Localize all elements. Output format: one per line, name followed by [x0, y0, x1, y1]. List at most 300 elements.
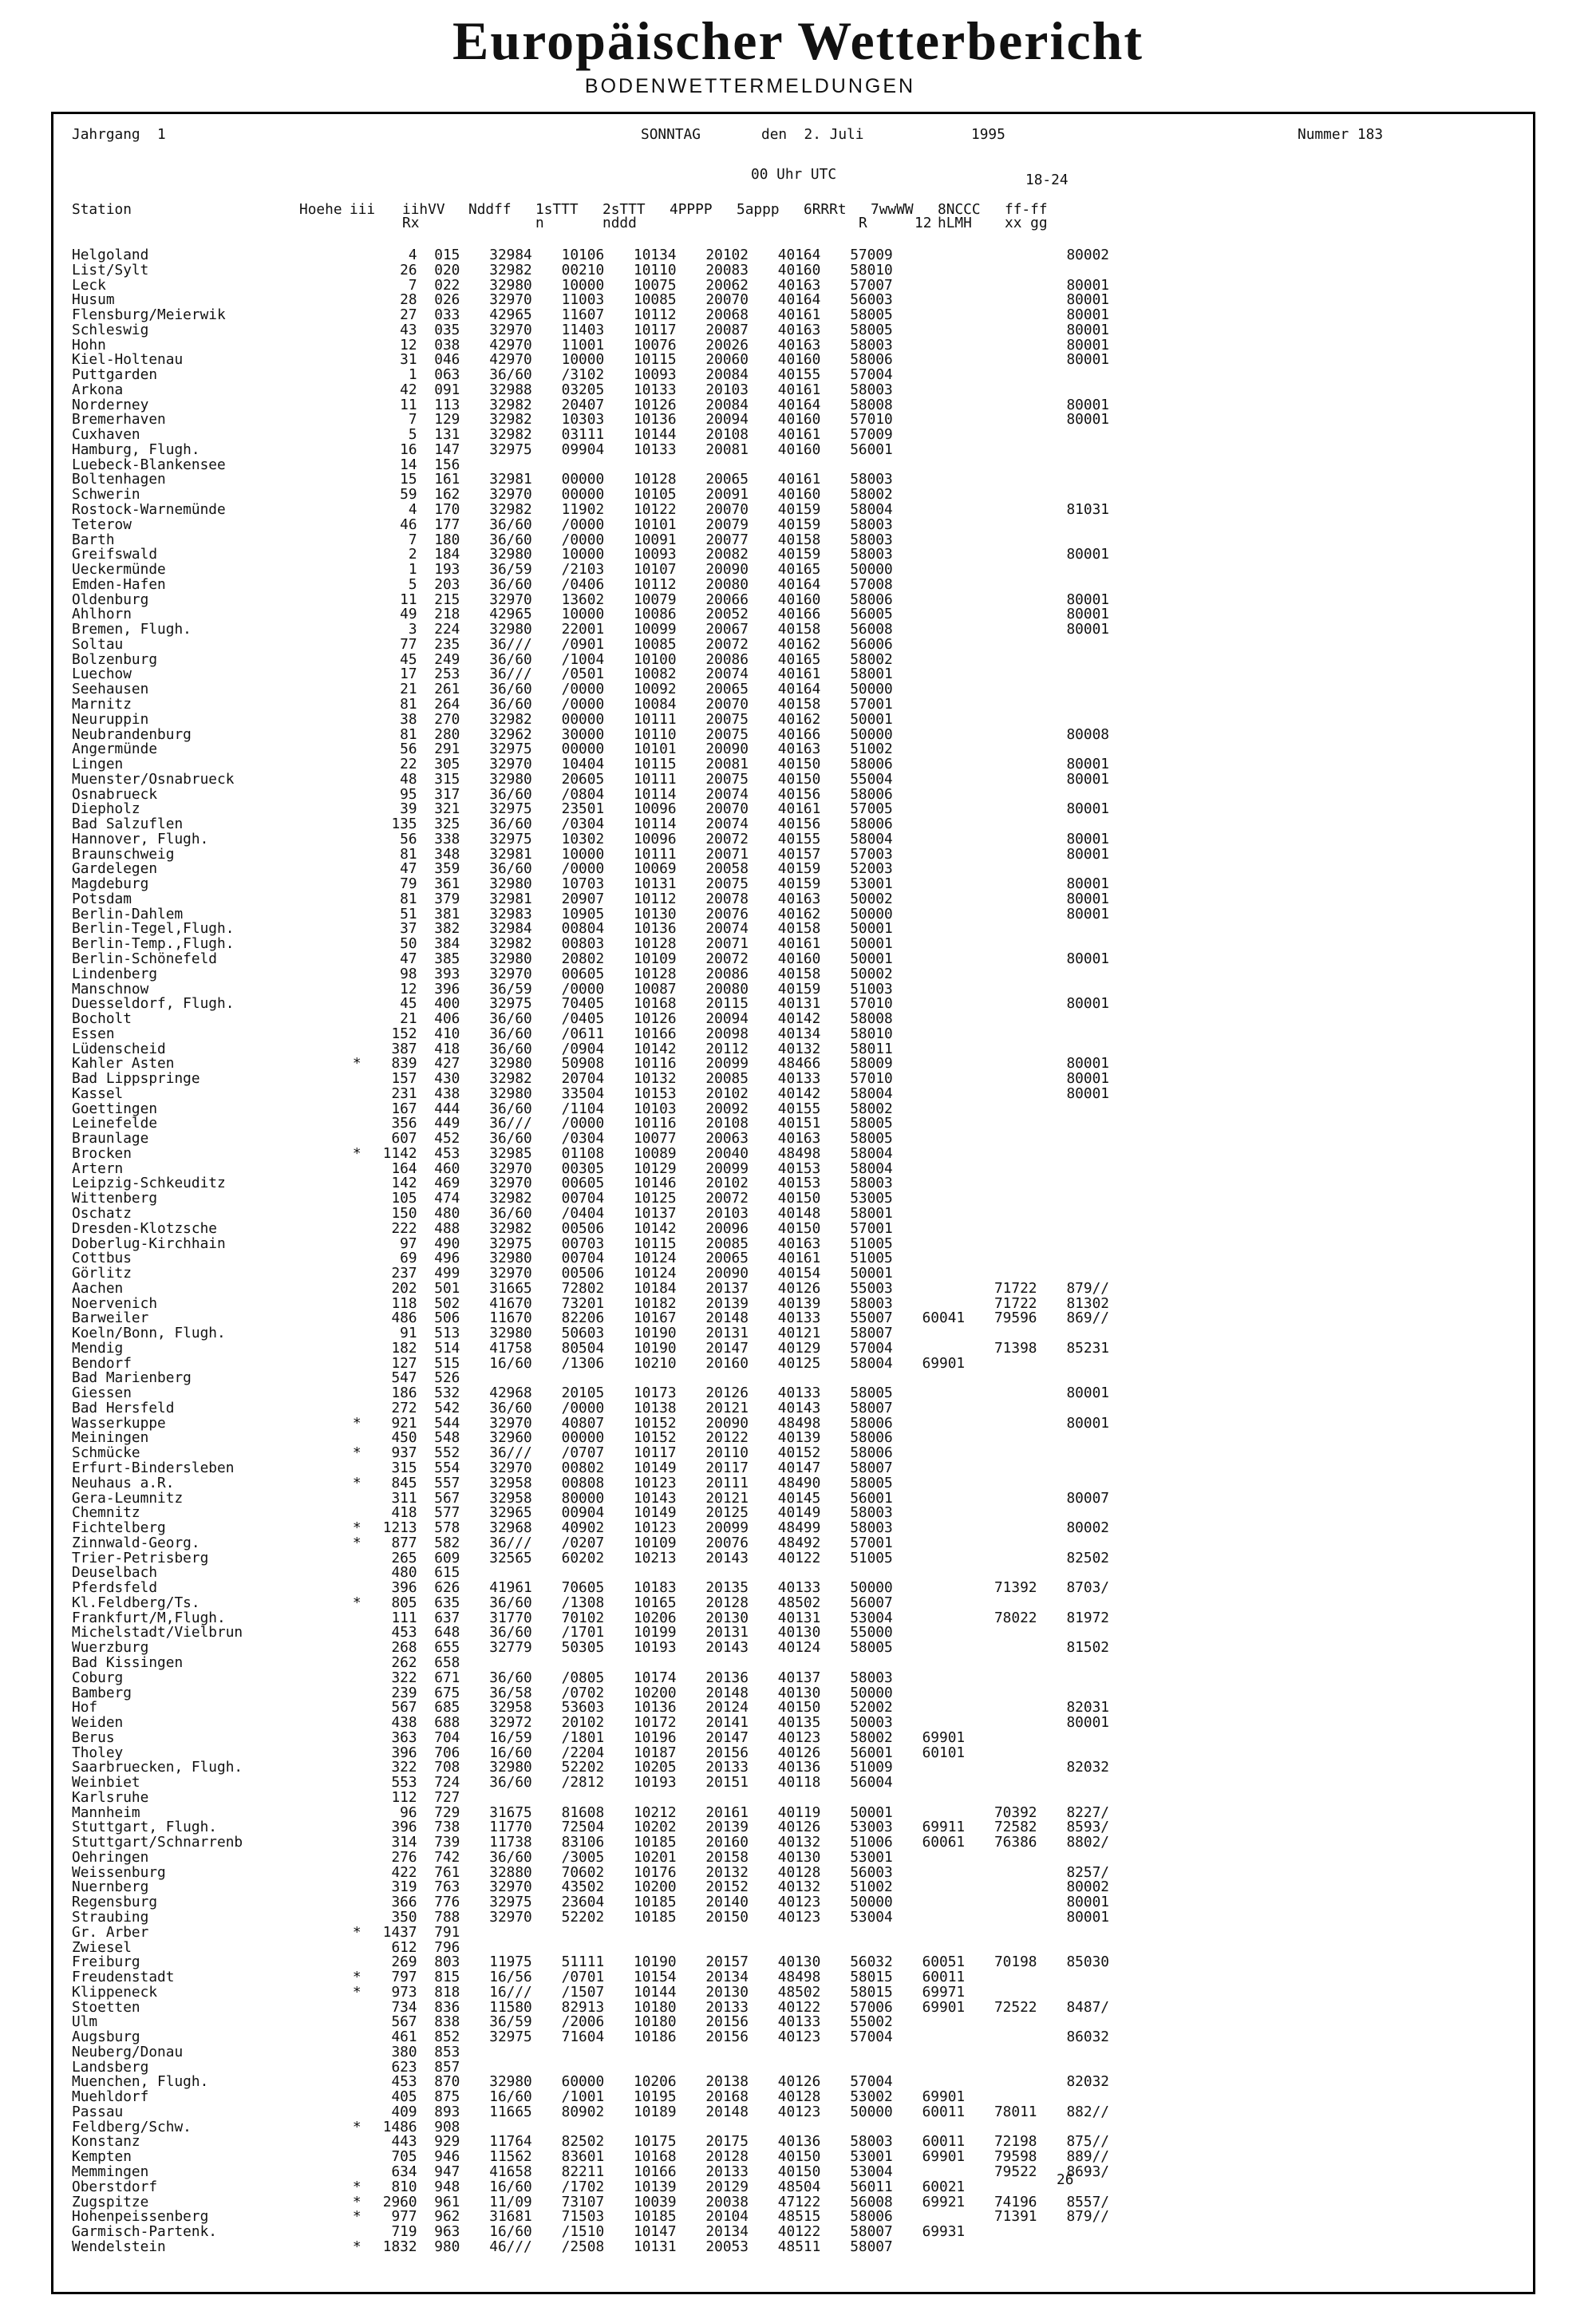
- station-name: Weiden: [72, 1714, 124, 1732]
- iii: 469: [434, 1175, 460, 1192]
- group-4pppp: 40133: [777, 1070, 821, 1088]
- group-4pppp: 40162: [777, 905, 821, 922]
- iii: 761: [434, 1863, 460, 1881]
- col-1sttt: 1sTTT: [535, 201, 579, 218]
- group-2sttt: 20134: [705, 1969, 749, 1986]
- iii: 460: [434, 1159, 460, 1177]
- group-nddff: 20102: [561, 1714, 605, 1732]
- table-row: [72, 1461, 1109, 1476]
- hoehe: 98: [400, 965, 417, 982]
- iii: 396: [434, 980, 460, 997]
- iii: 655: [434, 1639, 460, 1657]
- table-row: [72, 757, 1109, 772]
- group-8nccc: 8593/: [1066, 1819, 1109, 1836]
- group-2sttt: 20072: [705, 830, 749, 847]
- group-nddff: 10905: [561, 905, 605, 922]
- group-8nccc: 81502: [1066, 1639, 1109, 1657]
- group-iihvv: 36/60: [489, 860, 532, 878]
- iii: 635: [434, 1594, 460, 1611]
- mountain-marker: [340, 892, 374, 907]
- group-7wwww: 72522: [994, 1998, 1037, 2016]
- hoehe: 16: [400, 440, 417, 458]
- group-2sttt: 20156: [705, 2029, 749, 2046]
- hoehe: 112: [391, 1788, 417, 1806]
- group-6rrrt: [893, 1626, 965, 1641]
- group-6rrrt: [893, 2060, 965, 2076]
- group-4pppp: 40132: [777, 1834, 821, 1851]
- group-6rrrt: [893, 308, 965, 323]
- group-4pppp: 40123: [777, 2103, 821, 2120]
- hoehe: 1832: [382, 2238, 417, 2255]
- group-6rrrt: [893, 1072, 965, 1087]
- table-row: [72, 2240, 1109, 2255]
- table-row: [72, 1910, 1109, 1926]
- group-5appp: 58003: [850, 2133, 893, 2151]
- iii: 348: [434, 845, 460, 863]
- group-8nccc: [1037, 458, 1110, 473]
- group-nddff: 11403: [561, 321, 605, 338]
- group-1sttt: 10092: [634, 681, 677, 698]
- group-8nccc: 80001: [1066, 1070, 1109, 1088]
- group-2sttt: 20080: [705, 575, 749, 593]
- iii: 184: [434, 546, 460, 563]
- iii: 963: [434, 2223, 460, 2241]
- group-nddff: /2508: [561, 2238, 605, 2255]
- group-2sttt: [677, 2045, 749, 2060]
- group-7wwww: [965, 877, 1037, 892]
- group-1sttt: 10195: [634, 2088, 677, 2106]
- group-iihvv: 36/60: [489, 575, 532, 593]
- station-name: Neuhaus a.R.: [72, 1474, 175, 1491]
- group-7wwww: [965, 2180, 1037, 2195]
- group-2sttt: 20122: [705, 1429, 749, 1447]
- station-name: Osnabrueck: [72, 785, 158, 803]
- group-5appp: 50001: [850, 920, 893, 938]
- group-2sttt: 20103: [705, 381, 749, 398]
- group-nddff: 10703: [561, 875, 605, 893]
- group-4pppp: 40133: [777, 1385, 821, 1402]
- group-2sttt: 20124: [705, 1699, 749, 1716]
- group-1sttt: 10039: [634, 2193, 677, 2210]
- group-nddff: /0000: [561, 516, 605, 533]
- group-6rrrt: [893, 323, 965, 338]
- hoehe: 268: [391, 1639, 417, 1657]
- group-1sttt: 10116: [634, 1115, 677, 1132]
- group-iihvv: 32970: [489, 591, 532, 608]
- station-name: Potsdam: [72, 890, 132, 907]
- group-5appp: 58001: [850, 1205, 893, 1222]
- mountain-marker: [340, 1895, 374, 1910]
- group-4pppp: 40158: [777, 920, 821, 938]
- group-4pppp: 40125: [777, 1354, 821, 1372]
- station-name: Gr. Arber: [72, 1923, 149, 1941]
- group-8nccc: [1037, 1132, 1110, 1147]
- group-5appp: 53002: [850, 2088, 893, 2106]
- hoehe: 12: [400, 336, 417, 354]
- group-4pppp: 40162: [777, 710, 821, 728]
- col-iii: iii: [350, 201, 376, 218]
- group-iihvv: 36/60: [489, 1025, 532, 1042]
- group-4pppp: 40126: [777, 1819, 821, 1836]
- group-1sttt: 10123: [634, 1519, 677, 1537]
- group-1sttt: 10187: [634, 1744, 677, 1761]
- group-4pppp: 40161: [777, 800, 821, 818]
- station-name: Bamberg: [72, 1684, 132, 1701]
- group-4pppp: 40154: [777, 1265, 821, 1282]
- group-1sttt: 10101: [634, 516, 677, 533]
- group-4pppp: 40163: [777, 1130, 821, 1148]
- group-iihvv: [460, 1656, 531, 1671]
- group-6rrrt: [893, 1282, 965, 1297]
- group-8nccc: [1037, 563, 1110, 578]
- group-6rrrt: [893, 1536, 965, 1551]
- group-8nccc: 80001: [1066, 756, 1109, 773]
- group-2sttt: 20148: [705, 1310, 749, 1327]
- hoehe: 239: [391, 1684, 417, 1701]
- iii: 480: [434, 1205, 460, 1222]
- group-5appp: 50002: [850, 965, 893, 982]
- hoehe: 396: [391, 1819, 417, 1836]
- group-7wwww: [965, 1851, 1037, 1866]
- iii: 147: [434, 440, 460, 458]
- group-7wwww: 71722: [994, 1294, 1037, 1312]
- group-6rrrt: [893, 742, 965, 757]
- group-2sttt: 20139: [705, 1819, 749, 1836]
- station-name: Schwerin: [72, 486, 140, 504]
- group-nddff: 11003: [561, 291, 605, 309]
- group-4pppp: 40159: [777, 980, 821, 997]
- group-nddff: /0405: [561, 1010, 605, 1028]
- group-6rrrt: [893, 458, 965, 473]
- group-8nccc: 80001: [1066, 995, 1109, 1013]
- group-4pppp: 40164: [777, 396, 821, 413]
- station-name: Neubrandenburg: [72, 725, 192, 743]
- group-5appp: 50001: [850, 710, 893, 728]
- station-name: Duesseldorf, Flugh.: [72, 995, 235, 1013]
- group-8nccc: [1037, 1222, 1110, 1237]
- group-nddff: 00704: [561, 1250, 605, 1267]
- group-nddff: 23604: [561, 1894, 605, 1911]
- group-4pppp: 40133: [777, 1579, 821, 1597]
- group-2sttt: 20110: [705, 1444, 749, 1462]
- group-iihvv: 36/60: [489, 785, 532, 803]
- station-name: Garmisch-Partenk.: [72, 2223, 217, 2241]
- station-name: Regensburg: [72, 1894, 158, 1911]
- weekday: SONNTAG: [641, 126, 701, 143]
- hoehe: 105: [391, 1190, 417, 1207]
- station-name: Arkona: [72, 381, 124, 398]
- hoehe: 805: [391, 1594, 417, 1611]
- group-nddff: /2204: [561, 1744, 605, 1761]
- group-8nccc: [1037, 368, 1110, 383]
- mountain-marker: [340, 713, 374, 728]
- iii: 796: [434, 1938, 460, 1956]
- group-8nccc: 80001: [1066, 875, 1109, 893]
- table-row: [72, 2105, 1109, 2120]
- station-name: Oldenburg: [72, 591, 149, 608]
- group-iihvv: 36/60: [489, 1624, 532, 1641]
- group-6rrrt: [893, 1791, 965, 1806]
- station-name: Chemnitz: [72, 1504, 140, 1522]
- group-nddff: 52202: [561, 1908, 605, 1926]
- group-6rrrt: [893, 817, 965, 832]
- group-4pppp: 40142: [777, 1010, 821, 1028]
- mountain-marker: [340, 279, 374, 294]
- group-2sttt: 20065: [705, 471, 749, 488]
- hoehe: 50: [400, 935, 417, 953]
- table-row: [72, 1357, 1109, 1372]
- hoehe: 366: [391, 1894, 417, 1911]
- group-7wwww: [965, 293, 1037, 308]
- iii: 438: [434, 1084, 460, 1102]
- group-4pppp: 40143: [777, 1399, 821, 1416]
- iii: 091: [434, 381, 460, 398]
- group-7wwww: [965, 2045, 1037, 2060]
- group-5appp: 50000: [850, 1894, 893, 1911]
- group-2sttt: 20104: [705, 2208, 749, 2226]
- iii: 393: [434, 965, 460, 982]
- station-name: Cottbus: [72, 1250, 132, 1267]
- group-nddff: /1702: [561, 2178, 605, 2195]
- group-nddff: /0901: [561, 635, 605, 653]
- group-1sttt: 10124: [634, 1250, 677, 1267]
- group-2sttt: 20136: [705, 1669, 749, 1686]
- group-nddff: /2006: [561, 2013, 605, 2031]
- group-7wwww: [965, 1431, 1037, 1446]
- group-5appp: 51003: [850, 980, 893, 997]
- group-iihvv: 32779: [489, 1639, 532, 1657]
- group-nddff: /0000: [561, 681, 605, 698]
- group-2sttt: 20084: [705, 366, 749, 384]
- group-7wwww: [965, 308, 1037, 323]
- group-4pppp: 40126: [777, 1744, 821, 1761]
- group-iihvv: 16/60: [489, 2178, 532, 2195]
- group-6rrrt: [893, 907, 965, 922]
- group-5appp: 57004: [850, 1339, 893, 1357]
- iii: 218: [434, 606, 460, 623]
- iii: 567: [434, 1489, 460, 1507]
- group-5appp: 53001: [850, 1848, 893, 1866]
- group-8nccc: [1037, 1985, 1110, 2001]
- group-6rrrt: [893, 1611, 965, 1626]
- group-7wwww: [965, 788, 1037, 803]
- group-iihvv: 32970: [489, 1159, 532, 1177]
- group-2sttt: 20125: [705, 1504, 749, 1522]
- group-iihvv: 41758: [489, 1339, 532, 1357]
- group-6rrrt: [893, 472, 965, 488]
- station-name: Seehausen: [72, 681, 149, 698]
- group-nddff: /0304: [561, 1130, 605, 1148]
- group-7wwww: [965, 279, 1037, 294]
- mountain-marker: [340, 2225, 374, 2240]
- group-2sttt: 20131: [705, 1624, 749, 1641]
- group-6rrrt: [893, 383, 965, 398]
- station-name: Berlin-Tegel,Flugh.: [72, 920, 235, 938]
- group-nddff: 10106: [561, 247, 605, 263]
- group-7wwww: [965, 1506, 1037, 1521]
- table-row: [72, 1012, 1109, 1027]
- group-1sttt: 10173: [634, 1385, 677, 1402]
- group-4pppp: 40164: [777, 291, 821, 309]
- group-nddff: 10000: [561, 351, 605, 369]
- group-6rrrt: [893, 443, 965, 458]
- group-2sttt: 20132: [705, 1863, 749, 1881]
- iii: 708: [434, 1759, 460, 1776]
- station-name: Oberstdorf: [72, 2178, 158, 2195]
- group-1sttt: 10085: [634, 635, 677, 653]
- group-nddff: 53603: [561, 1699, 605, 1716]
- mountain-marker: [340, 952, 374, 967]
- hoehe: 315: [391, 1460, 417, 1477]
- group-7wwww: [965, 802, 1037, 817]
- group-iihvv: 32970: [489, 1460, 532, 1477]
- group-nddff: /1306: [561, 1354, 605, 1372]
- group-2sttt: 20128: [705, 2148, 749, 2166]
- group-2sttt: 20139: [705, 1294, 749, 1312]
- table-row: [72, 1926, 1109, 1941]
- group-8nccc: 8693/: [1066, 2163, 1109, 2180]
- group-nddff: 03205: [561, 381, 605, 398]
- group-1sttt: 10185: [634, 1834, 677, 1851]
- group-1sttt: 10174: [634, 1669, 677, 1686]
- group-4pppp: 48502: [777, 1594, 821, 1611]
- group-5appp: 57006: [850, 1998, 893, 2016]
- group-7wwww: [965, 952, 1037, 967]
- group-iihvv: 32975: [489, 800, 532, 818]
- group-nddff: /0000: [561, 695, 605, 713]
- group-4pppp: 40161: [777, 935, 821, 953]
- station-name: Barth: [72, 531, 115, 548]
- group-5appp: 58006: [850, 1444, 893, 1462]
- group-5appp: 58006: [850, 816, 893, 833]
- group-7wwww: [965, 593, 1037, 608]
- group-iihvv: 36/60: [489, 1399, 532, 1416]
- table-row: [72, 1147, 1109, 1162]
- group-8nccc: 80001: [1066, 845, 1109, 863]
- mountain-marker: [340, 1701, 374, 1716]
- group-1sttt: 10100: [634, 650, 677, 668]
- group-nddff: 10404: [561, 756, 605, 773]
- iii: 515: [434, 1354, 460, 1372]
- group-1sttt: 10089: [634, 1144, 677, 1162]
- group-iihvv: 36/60: [489, 650, 532, 668]
- group-1sttt: 10110: [634, 725, 677, 743]
- hoehe: 12: [400, 980, 417, 997]
- group-2sttt: 20052: [705, 606, 749, 623]
- group-7wwww: [965, 323, 1037, 338]
- group-nddff: /3005: [561, 1848, 605, 1866]
- hoehe: 5: [408, 575, 417, 593]
- group-6rrrt: [893, 1686, 965, 1701]
- group-iihvv: 32981: [489, 471, 532, 488]
- hoehe: 127: [391, 1354, 417, 1372]
- group-4pppp: 40152: [777, 1444, 821, 1462]
- group-2sttt: 20074: [705, 666, 749, 683]
- group-4pppp: 40158: [777, 531, 821, 548]
- hoehe: 45: [400, 650, 417, 668]
- group-iihvv: 16///: [489, 1983, 532, 2001]
- group-7wwww: [965, 862, 1037, 877]
- group-8nccc: [1037, 697, 1110, 713]
- group-6rrrt: [893, 772, 965, 788]
- group-iihvv: 32975: [489, 1894, 532, 1911]
- hoehe: 14: [400, 456, 417, 473]
- group-5appp: 50002: [850, 890, 893, 907]
- group-nddff: [532, 1926, 604, 1941]
- group-7wwww: [965, 1895, 1037, 1910]
- group-7wwww: [965, 1746, 1037, 1761]
- group-4pppp: 40163: [777, 1235, 821, 1252]
- iii: 449: [434, 1115, 460, 1132]
- iii: 264: [434, 695, 460, 713]
- mountain-marker: [340, 982, 374, 997]
- iii: 542: [434, 1399, 460, 1416]
- group-7wwww: 79522: [994, 2163, 1037, 2180]
- group-6rrrt: [893, 1191, 965, 1207]
- group-7wwww: [965, 1237, 1037, 1252]
- table-row: [72, 2045, 1109, 2060]
- station-name: Stoetten: [72, 1998, 140, 2016]
- group-6rrrt: [893, 1566, 965, 1581]
- hoehe: 237: [391, 1265, 417, 1282]
- group-nddff: 20605: [561, 770, 605, 788]
- group-1sttt: 10152: [634, 1414, 677, 1432]
- hoehe: 42: [400, 381, 417, 398]
- group-iihvv: 32984: [489, 920, 532, 938]
- station-name: Greifswald: [72, 546, 158, 563]
- iii: 162: [434, 486, 460, 504]
- issue-number: Nummer 183: [1298, 126, 1384, 143]
- iii: 177: [434, 516, 460, 533]
- mountain-marker: [340, 368, 374, 383]
- iii: 818: [434, 1983, 460, 2001]
- group-8nccc: 82032: [1066, 2073, 1109, 2091]
- group-5appp: 58006: [850, 1414, 893, 1432]
- group-4pppp: 40153: [777, 1175, 821, 1192]
- station-name: Bad Marienberg: [72, 1369, 192, 1387]
- group-1sttt: 10166: [634, 1025, 677, 1042]
- group-8nccc: [1037, 1102, 1110, 1117]
- group-5appp: 56003: [850, 1863, 893, 1881]
- group-7wwww: [965, 1760, 1037, 1776]
- group-6rrrt: [893, 488, 965, 503]
- group-5appp: 58007: [850, 1325, 893, 1342]
- group-2sttt: 20152: [705, 1878, 749, 1896]
- group-iihvv: 32965: [489, 1504, 532, 1522]
- group-7wwww: [965, 1401, 1037, 1416]
- group-iihvv: 32982: [489, 411, 532, 429]
- station-name: Stuttgart/Schnarrenb: [72, 1834, 243, 1851]
- station-name: Stuttgart, Flugh.: [72, 1819, 217, 1836]
- group-nddff: 30000: [561, 725, 605, 743]
- mountain-marker: *: [352, 2208, 361, 2226]
- group-8nccc: [1037, 1012, 1110, 1027]
- group-nddff: 71604: [561, 2029, 605, 2046]
- group-iihvv: 32982: [489, 501, 532, 519]
- group-1sttt: 10093: [634, 546, 677, 563]
- group-6rrrt: [893, 682, 965, 697]
- table-row: [72, 697, 1109, 713]
- group-4pppp: 40135: [777, 1714, 821, 1732]
- group-5appp: 58005: [850, 1130, 893, 1148]
- mountain-marker: [340, 398, 374, 413]
- group-iihvv: 11975: [489, 1953, 532, 1971]
- group-1sttt: 10153: [634, 1084, 677, 1102]
- iii: 193: [434, 561, 460, 579]
- group-5appp: 58003: [850, 471, 893, 488]
- iii: 315: [434, 770, 460, 788]
- station-name: Trier-Petrisberg: [72, 1549, 209, 1566]
